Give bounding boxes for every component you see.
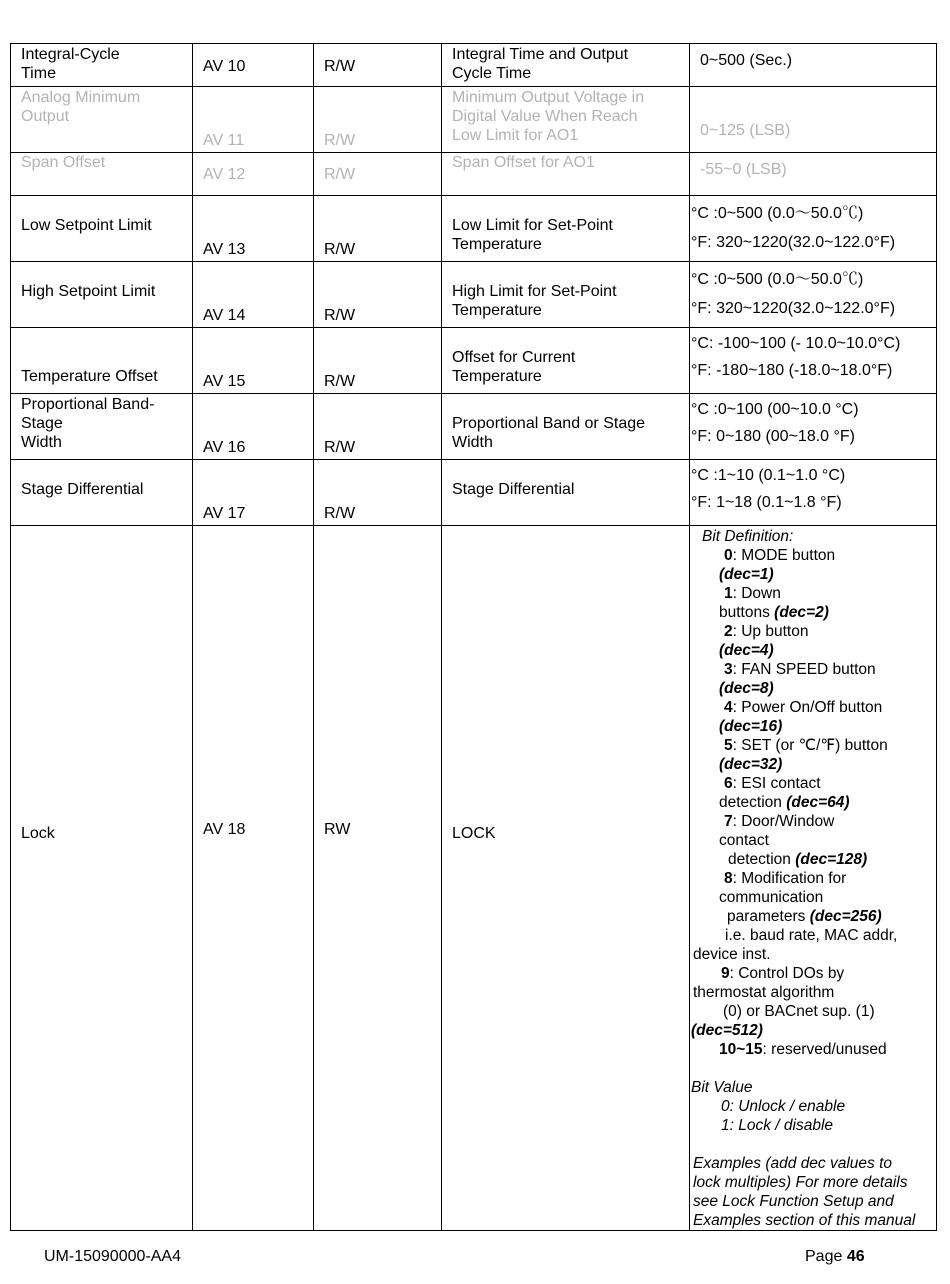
page-number	[805, 1248, 865, 1266]
bit-9-dec: (dec=512)	[691, 1022, 763, 1039]
bit-definition-list	[690, 526, 936, 1230]
parameter-name: Analog Minimum Output	[21, 89, 141, 125]
access-mode: R/W	[324, 58, 356, 75]
bit-8-text: communication	[719, 889, 824, 906]
value-range: -55~0 (LSB)	[700, 161, 787, 178]
bit-definition-label: Bit Definition:	[702, 528, 794, 545]
value-range-celsius: °C :0~500 (0.0～50.0℃)	[691, 271, 864, 288]
bit-7-text: contact	[719, 832, 769, 849]
table-row	[11, 394, 937, 460]
bit-2-dec: (dec=4)	[719, 642, 774, 659]
table-row-lock	[11, 526, 937, 1231]
access-mode: R/W	[324, 166, 356, 183]
examples-line-2: lock multiples) For more details	[693, 1174, 908, 1191]
object-id: AV 16	[203, 439, 246, 456]
bit-1: 1: Down	[724, 585, 781, 602]
bit-4: 4: Power On/Off button	[724, 699, 883, 716]
bit-9-text: thermostat algorithm	[693, 984, 835, 1001]
parameter-name: Stage Differential	[21, 481, 144, 498]
value-range-fahrenheit: °F: -180~180 (-18.0~18.0°F)	[691, 362, 893, 379]
examples-line-4: Examples section of this manual	[693, 1212, 916, 1229]
parameter-description: LOCK	[452, 825, 496, 842]
table-row	[11, 262, 937, 328]
value-range-celsius: °C :1~10 (0.1~1.0 °C)	[691, 467, 846, 484]
page-label: Page	[805, 1248, 847, 1265]
parameter-name: Lock	[21, 825, 55, 842]
access-mode: R/W	[324, 439, 356, 456]
table-row	[11, 328, 937, 394]
bit-value-1: 1: Lock / disable	[721, 1117, 834, 1134]
parameter-description: Offset for Current Temperature	[452, 349, 576, 385]
parameter-description: Proportional Band or Stage Width	[452, 415, 646, 451]
value-range-fahrenheit: °F: 320~1220(32.0~122.0°F)	[691, 300, 896, 317]
object-id: AV 13	[203, 241, 246, 258]
examples-line-1: Examples (add dec values to	[693, 1155, 893, 1172]
object-id: AV 14	[203, 307, 246, 324]
parameter-name: High Setpoint Limit	[21, 283, 156, 300]
bit-6: 6: ESI contact	[724, 775, 821, 792]
document-id: UM-15090000-AA4	[44, 1248, 181, 1265]
parameter-name: Integral-Cycle Time	[21, 46, 120, 82]
parameter-name: Proportional Band- Stage Width	[21, 396, 155, 451]
page-number-value: 46	[846, 1248, 865, 1265]
bit-9-text-cont: (0) or BACnet sup. (1)	[723, 1003, 875, 1020]
bit-1-dec: buttons (dec=2)	[719, 604, 829, 621]
bit-9: 9: Control DOs by	[721, 965, 845, 982]
bit-8-note-cont: device inst.	[693, 946, 771, 963]
bit-4-dec: (dec=16)	[719, 718, 783, 735]
bit-7: 7: Door/Window	[724, 813, 835, 830]
bit-3: 3: FAN SPEED button	[724, 661, 876, 678]
bit-2: 2: Up button	[724, 623, 809, 640]
parameter-description: High Limit for Set-Point Temperature	[452, 283, 617, 319]
value-range: 0~500 (Sec.)	[700, 52, 793, 69]
table-row	[11, 44, 937, 87]
examples-line-3: see Lock Function Setup and	[693, 1193, 894, 1210]
table-row	[11, 196, 937, 262]
object-id: AV 10	[203, 58, 246, 75]
access-mode: RW	[324, 821, 351, 838]
bit-value-0: 0: Unlock / enable	[721, 1098, 846, 1115]
bit-8-dec: parameters (dec=256)	[727, 908, 882, 925]
value-range-celsius: °C :0~500 (0.0～50.0℃)	[691, 205, 864, 222]
table-row	[11, 153, 937, 196]
parameter-description: Minimum Output Voltage in Digital Value When Reach Low Limit for AO1	[452, 89, 645, 144]
lock-parameter-table	[10, 43, 937, 1231]
object-id: AV 18	[203, 821, 246, 838]
parameter-description: Span Offset for AO1	[452, 154, 595, 171]
access-mode: R/W	[324, 241, 356, 258]
bit-8: 8: Modification for	[724, 870, 847, 887]
bit-6-dec: detection (dec=64)	[719, 794, 850, 811]
bit-0: 0: MODE button	[724, 547, 836, 564]
bit-5-dec: (dec=32)	[719, 756, 783, 773]
access-mode: R/W	[324, 505, 356, 522]
access-mode: R/W	[324, 307, 356, 324]
parameter-description: Stage Differential	[452, 481, 575, 498]
access-mode: R/W	[324, 373, 356, 390]
value-range-fahrenheit: °F: 320~1220(32.0~122.0°F)	[691, 234, 896, 251]
parameter-name: Low Setpoint Limit	[21, 217, 152, 234]
value-range-celsius: °C: -100~100 (- 10.0~10.0°C)	[691, 335, 901, 352]
value-range-fahrenheit: °F: 1~18 (0.1~1.8 °F)	[691, 494, 842, 511]
bit-10-15: 10~15: reserved/unused	[719, 1041, 887, 1058]
object-id: AV 12	[203, 166, 246, 183]
bit-8-note: i.e. baud rate, MAC addr,	[725, 927, 898, 944]
value-range-celsius: °C :0~100 (00~10.0 °C)	[691, 401, 859, 418]
access-mode: R/W	[324, 132, 356, 149]
value-range: 0~125 (LSB)	[700, 122, 791, 139]
parameter-name: Span Offset	[21, 154, 106, 171]
bit-value-label: Bit Value	[691, 1079, 753, 1096]
value-range-fahrenheit: °F: 0~180 (00~18.0 °F)	[691, 428, 855, 445]
table-row	[11, 87, 937, 153]
parameter-description: Low Limit for Set-Point Temperature	[452, 217, 613, 253]
table-row	[11, 460, 937, 526]
object-id: AV 11	[203, 132, 245, 149]
object-id: AV 17	[203, 505, 246, 522]
parameter-name: Temperature Offset	[21, 368, 158, 385]
bit-5: 5: SET (or ℃/℉) button	[724, 737, 888, 754]
object-id: AV 15	[203, 373, 246, 390]
bit-7-dec: detection (dec=128)	[728, 851, 868, 868]
bit-3-dec: (dec=8)	[719, 680, 774, 697]
bit-0-dec: (dec=1)	[719, 566, 774, 583]
parameter-description: Integral Time and Output Cycle Time	[452, 46, 629, 82]
